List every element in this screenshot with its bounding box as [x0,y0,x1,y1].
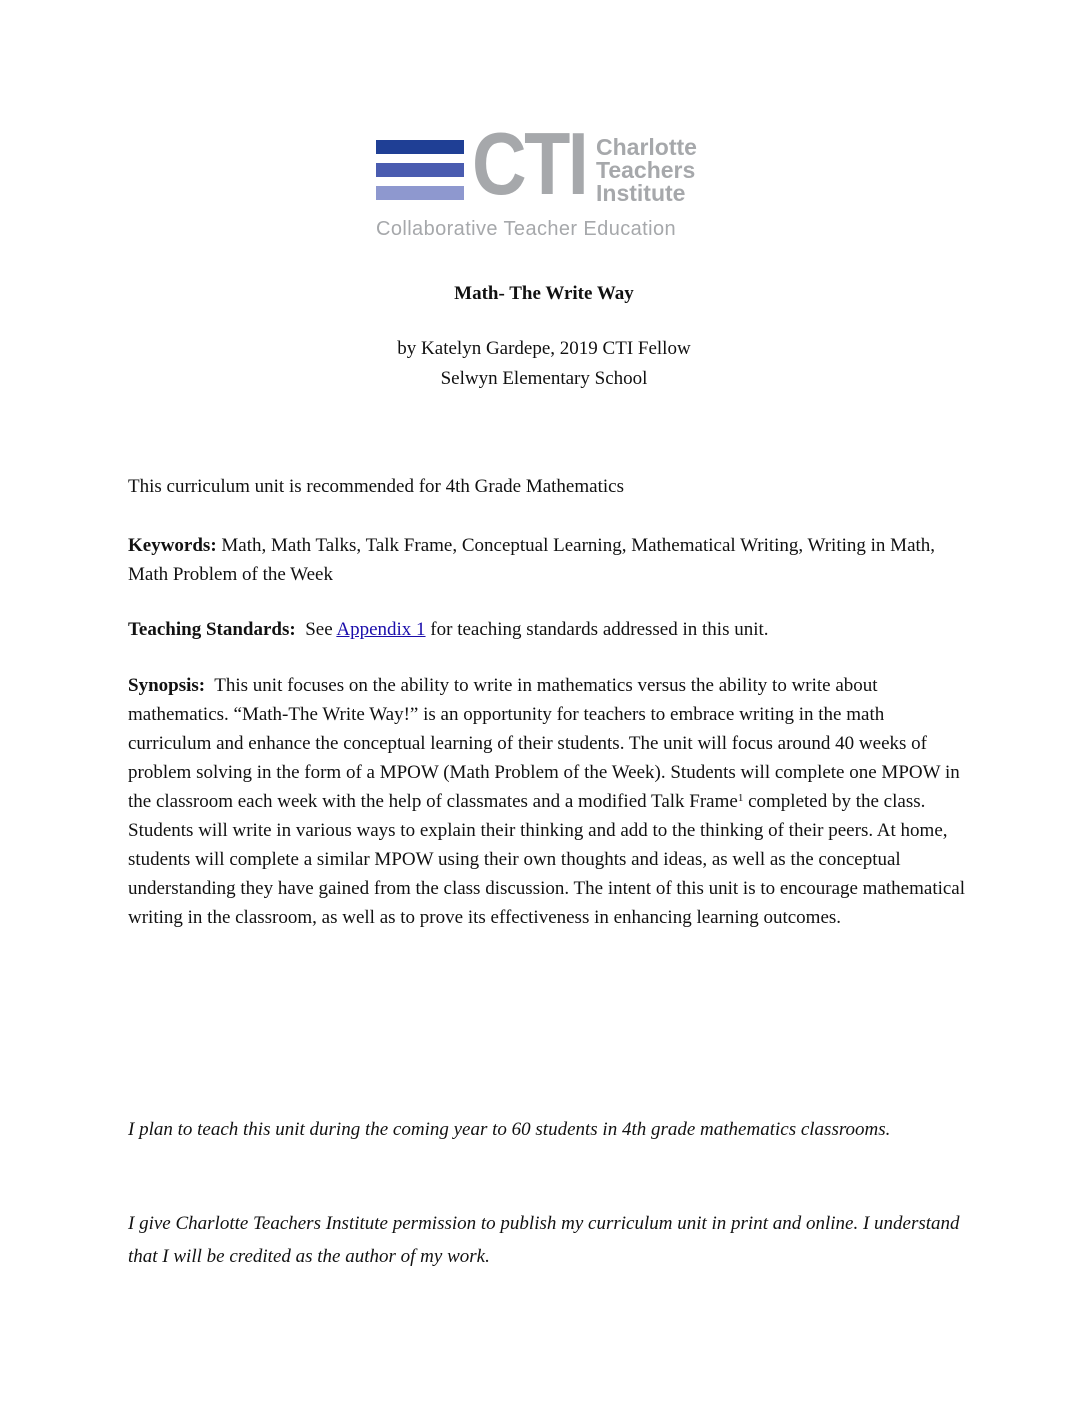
logo-org-line-2: Teachers [596,157,696,183]
logo-tagline: Collaborative Teacher Education [376,218,676,240]
keywords-label: Keywords: [128,535,217,556]
school-name: Selwyn Elementary School [440,368,648,389]
logo-org-line-1: Charlotte [596,134,697,160]
keywords-text: Math, Math Talks, Talk Frame, Conceptual Learning, Mathematical Writing, Writing in Math, Math Problem of the Week [128,535,936,585]
synopsis-label: Synopsis: [128,675,206,696]
document-title: Math- The Write Way [454,283,634,304]
logo-organization-name [596,136,697,205]
logo-bar-light [376,186,464,200]
keywords-paragraph [128,531,968,589]
permission-statement: I give Charlotte Teachers Institute permission to publish my curriculum unit in print and online. I understand that I will be credited as the author of my work. [128,1213,960,1267]
teaching-standards-label: Teaching Standards: [128,619,296,640]
logo-abbreviation: CTI [472,114,587,213]
teaching-standards-before: See [305,619,333,640]
plan-statement: I plan to teach this unit during the coming year to 60 students in 4th grade mathematics classrooms. [128,1119,891,1140]
appendix-1-link[interactable]: Appendix 1 [336,619,426,640]
synopsis-text-part-1: This unit focuses on the ability to write in mathematics versus the ability to write about mathematics. “Math-The Write Way!” is an opportunity for teachers to embrace writing in the math curriculum and enhance the conceptual learning of their students. The unit will focus around 40 weeks of problem solving in the form of a MPOW (Math Problem of the Week). Students will complete one MPOW in the classroom each week with the help of classmates and a modified Talk Frame [128,675,960,812]
logo-bar-mid [376,163,464,177]
logo-bar-dark [376,140,464,154]
recommendation-text: This curriculum unit is recommended for 4th Grade Mathematics [128,476,624,497]
logo-org-line-3: Institute [596,180,686,206]
teaching-standards-paragraph [128,615,968,644]
cti-logo [372,114,722,244]
author-line: by Katelyn Gardepe, 2019 CTI Fellow [397,338,691,359]
teaching-standards-after: for teaching standards addressed in this unit. [430,619,769,640]
synopsis-paragraph [128,671,968,932]
footnote-marker: 1 [737,792,744,804]
synopsis-text-part-2: completed by the class. Students will write in various ways to explain their thinking and add to the thinking of their peers. At home, students will complete a similar MPOW using their own thoughts and ideas, as well as the conceptual understanding they have gained from the class discussion. The intent of this unit is to encourage mathematical writing in the classroom, as well as to prove its effectiveness in enhancing learning outcomes. [128,791,966,928]
